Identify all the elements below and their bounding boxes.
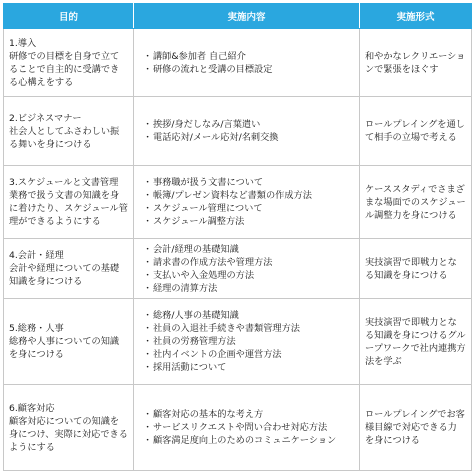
format-text: 和やかなレクリエーションで緊張をほぐす (365, 50, 466, 75)
format-cell (360, 385, 472, 471)
content-cell (134, 166, 360, 239)
table-header-row (4, 4, 472, 29)
format-text: ケーススタディでさまざまな場面でのスケジュール調整力を身につける (365, 183, 466, 221)
purpose-desc: 会計や経理についての基礎知識を身につける (9, 263, 120, 287)
purpose-cell (4, 385, 134, 471)
content-cell (134, 29, 360, 97)
purpose-desc: 社会人としてふさわしい振る舞いを身につける (9, 125, 120, 150)
format-text: ロールプレイングでお客様目線で対応できる力を身につける (365, 409, 465, 446)
format-cell (360, 166, 472, 239)
bullet-icon: ・ (143, 435, 153, 446)
content-cell (134, 299, 360, 385)
bullet-icon: ・ (143, 243, 153, 255)
bullet-icon: ・ (143, 256, 153, 268)
list-item: ・ 社内イベントの企画や運営方法 (143, 349, 282, 360)
training-table-container (3, 3, 471, 471)
header-format: 実施形式 (360, 4, 472, 29)
bullet-icon: ・ (143, 323, 153, 334)
list-item: ・ 総務/人事の基礎知識 (143, 310, 239, 321)
bullet-icon: ・ (143, 177, 153, 188)
bullet-icon: ・ (143, 349, 153, 360)
list-item: ・ 顧客満足度向上のためのコミュニケーション (143, 435, 337, 446)
purpose-title: 4.会計・経理 (9, 250, 64, 261)
bullet-icon: ・ (143, 203, 153, 214)
list-item: ・ サービスリクエストや問い合わせ対応方法 (143, 422, 328, 433)
list-item: ・ 講師&参加者 自己紹介 (143, 50, 246, 62)
purpose-desc: 顧客対応についての知識を身につけ、実際に対応できるようにする (9, 415, 128, 453)
bullet-icon: ・ (143, 336, 153, 347)
purpose-title: 1.導入 (9, 37, 37, 49)
format-cell (360, 239, 472, 299)
purpose-desc: 研修での目標を自身で立てることで自主的に受講できる心構えをする (9, 50, 120, 88)
table-row (4, 29, 472, 97)
table-row (4, 97, 472, 166)
format-cell (360, 29, 472, 97)
format-cell (360, 97, 472, 166)
content-cell (134, 97, 360, 166)
content-cell (134, 385, 360, 471)
format-text: 実技演習で即戦力となる知識を身につけるグループワークで社内連携方法を学ぶ (365, 316, 466, 367)
purpose-title: 2.ビジネスマナー (9, 112, 82, 124)
list-item: ・ 事務職が扱う文書について (143, 177, 264, 188)
purpose-title: 5.総務・人事 (9, 323, 64, 334)
table-row (4, 239, 472, 299)
content-list (139, 309, 354, 374)
purpose-title: 3.スケジュールと文書管理 (9, 177, 119, 188)
list-item: ・ 顧客対応の基本的な考え方 (143, 409, 264, 420)
bullet-icon: ・ (143, 216, 153, 227)
bullet-icon: ・ (143, 132, 153, 143)
bullet-icon: ・ (143, 282, 153, 294)
header-purpose: 目的 (4, 4, 134, 29)
format-cell (360, 299, 472, 385)
bullet-icon: ・ (143, 362, 153, 373)
list-item: ・ 社員の労務管理方法 (143, 336, 236, 347)
list-item: ・ スケジュール調整方法 (143, 216, 245, 227)
list-item: ・ 研修の流れと受講の目標設定 (143, 63, 273, 75)
list-item: ・ 電話応対/メール応対/名刺交換 (143, 132, 279, 143)
purpose-desc: 総務や人事についての知識を身につける (9, 336, 120, 360)
content-list (139, 243, 354, 295)
list-item: ・ スケジュール管理について (143, 203, 263, 214)
content-list (139, 118, 354, 144)
list-item: ・ 経理の清算方法 (143, 282, 218, 294)
table-row (4, 166, 472, 239)
purpose-cell (4, 166, 134, 239)
purpose-cell (4, 239, 134, 299)
training-program-table (3, 3, 472, 471)
purpose-cell (4, 97, 134, 166)
list-item: ・ 帳簿/プレゼン資料など書類の作成方法 (143, 190, 312, 201)
table-row (4, 385, 472, 471)
purpose-title: 6.顧客対応 (9, 402, 55, 414)
list-item: ・ 請求書の作成方法や管理方法 (143, 256, 273, 268)
list-item: ・ 採用活動について (143, 362, 227, 373)
bullet-icon: ・ (143, 310, 153, 321)
bullet-icon: ・ (143, 269, 153, 281)
header-content: 実施内容 (134, 4, 360, 29)
bullet-icon: ・ (143, 190, 153, 201)
list-item: ・ 社員の入退社手続きや書類管理方法 (143, 323, 300, 334)
table-row (4, 299, 472, 385)
purpose-cell (4, 299, 134, 385)
purpose-desc: 業務で扱う文書の知識を身に着けたり、スケジュール管理ができるようにする (9, 190, 128, 227)
purpose-cell (4, 29, 134, 97)
format-text: ロールプレイングを通して相手の立場で考える (365, 119, 465, 143)
bullet-icon: ・ (143, 119, 153, 130)
bullet-icon: ・ (143, 422, 153, 433)
format-text: 実技演習で即戦力となる知識を身につける (365, 256, 457, 281)
list-item: ・ 挨拶/身だしなみ/言葉遣い (143, 119, 261, 130)
content-list (139, 50, 354, 76)
bullet-icon: ・ (143, 50, 153, 62)
bullet-icon: ・ (143, 63, 153, 75)
list-item: ・ 会計/経理の基礎知識 (143, 243, 239, 255)
content-cell (134, 239, 360, 299)
bullet-icon: ・ (143, 409, 153, 420)
list-item: ・ 支払いや入金処理の方法 (143, 269, 255, 281)
content-list (139, 176, 354, 228)
content-list (139, 408, 354, 447)
